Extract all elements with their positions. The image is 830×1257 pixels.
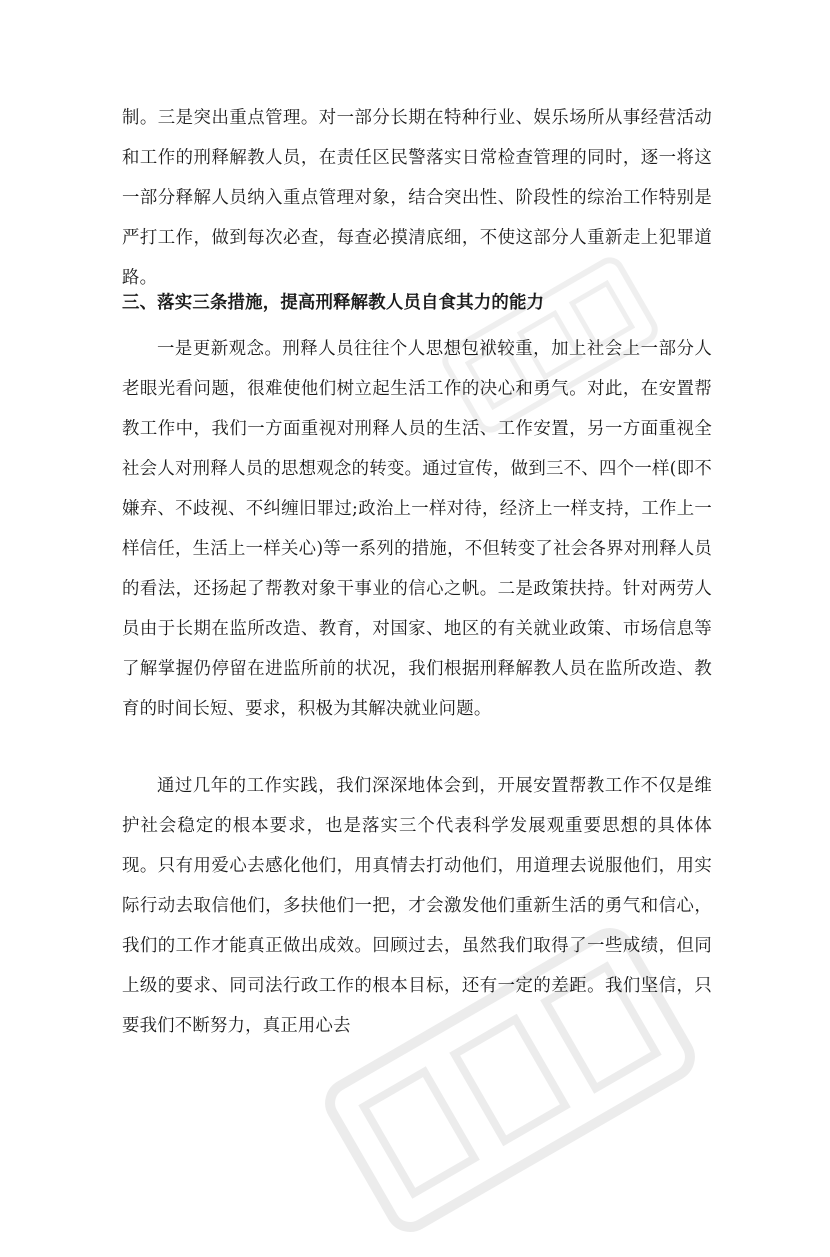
paragraph-2: 一是更新观念。刑释人员往往个人思想包袱较重，加上社会上一部分人老眼光看问题，很难使他们树立起生活工作的决心和勇气。对此，在安置帮教工作中，我们一方面重视对刑释人员的生活、工作安置，另一方面重视全社会人对刑释人员的思想观念的转变。通过宣传，做到三不、四个一样(即不嫌弃、不歧视、不纠缠旧罪过;政治上一样对待，经济上一样支持，工作上一样信任，生活上一样关心)等一系列的措施，不但转变了社会各界对刑释人员的看法，还扬起了帮教对象干事业的信心之帆。二是政策扶持。针对两劳人员由于长期在监所改造、教育，对国家、地区的有关就业政策、市场信息等了解掌握仍停留在进监所前的状况，我们根据刑释解教人员在监所改造、教育的时间长短、要求，积极为其解决就业问题。 [122, 339, 712, 719]
section-heading-3: 三、落实三条措施，提高刑释解教人员自食其力的能力 [122, 293, 545, 313]
paragraph-1: 制。三是突出重点管理。对一部分长期在特种行业、娱乐场所从事经营活动和工作的刑释解教人员，在责任区民警落实日常检查管理的同时，逐一将这一部分释解人员纳入重点管理对象，结合突出性、阶段性的综治工作特别是严打工作，做到每次必查，每查必摸清底细，不使这部分人重新走上犯罪道路。 [122, 108, 712, 288]
paragraph-3: 通过几年的工作实践，我们深深地体会到，开展安置帮教工作不仅是维护社会稳定的根本要求，也是落实三个代表科学发展观重要思想的具体体现。只有用爱心去感化他们，用真情去打动他们，用道理去说服他们，用实际行动去取信他们，多扶他们一把，才会激发他们重新生活的勇气和信心，我们的工作才能真正做出成效。回顾过去，虽然我们取得了一些成绩，但同上级的要求、同司法行政工作的根本目标，还有一定的差距。我们坚信，只要我们不断努力，真正用心去 [122, 776, 712, 1036]
